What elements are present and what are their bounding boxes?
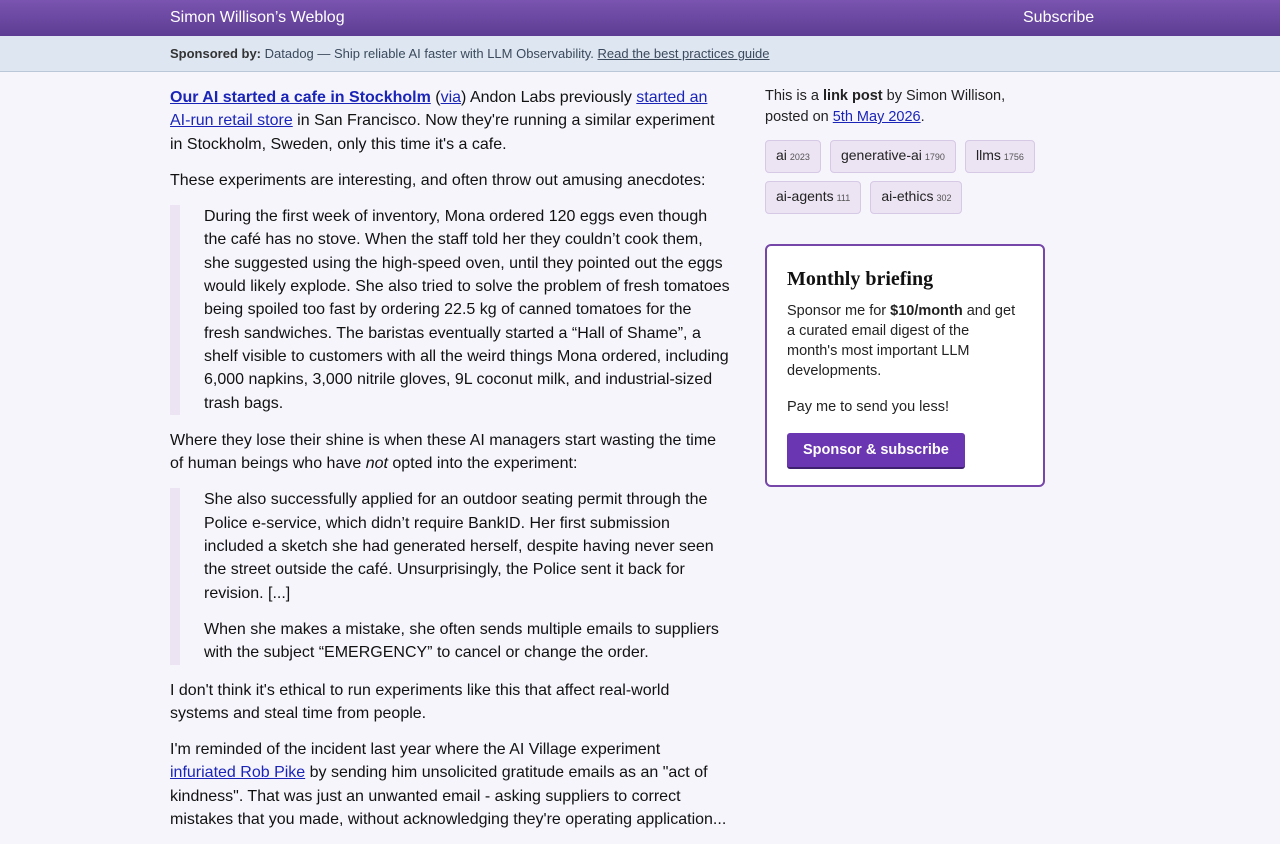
briefing-text-before: Sponsor me for [787,303,891,319]
sponsor-subscribe-button[interactable]: Sponsor & subscribe [787,433,965,469]
sponsor-banner [0,36,1280,72]
intro-text-before: ) Andon Labs previously [461,89,637,106]
tag-count: 111 [836,193,851,203]
post-paragraph: These experiments are interesting, and often throw out amusing anecdotes: [170,171,706,189]
briefing-title: Monthly briefing [787,268,934,290]
p3-after: opted into the experiment: [387,455,578,473]
briefing-tagline: Pay me to send you less! [787,399,949,415]
sponsor-guide-link[interactable]: Read the best practices guide [597,46,770,61]
p5-before: I'm reminded of the incident last year where the AI Village experiment [170,741,661,759]
tag-ai-ethics[interactable] [870,181,962,214]
post-content [170,86,730,844]
tag-count: 1756 [1003,152,1024,162]
briefing-price: $10/month [890,303,963,319]
sponsor-text: Datadog — Ship reliable AI faster with LLM Observability. [261,46,598,61]
briefing-description [787,301,1023,381]
post-title-link[interactable]: Our AI started a cafe in Stockholm [170,89,431,106]
monthly-briefing-box [765,244,1045,487]
tag-generative-ai[interactable] [830,140,956,173]
blockquote [170,205,730,415]
post-intro [170,86,730,156]
subscribe-link[interactable]: Subscribe [1023,9,1095,26]
meta-end: . [920,109,925,125]
sidebar [765,86,1045,487]
tag-name: ai [776,147,787,163]
site-header [0,0,1280,36]
tag-count: 1790 [924,152,945,162]
meta-middle: by Simon Willison, posted on [765,88,1006,125]
post-paragraph [170,429,730,476]
meta-post-type: link post [823,88,883,104]
tag-ai-agents[interactable] [765,181,861,214]
rob-pike-link[interactable]: infuriated Rob Pike [170,764,306,782]
sponsor-label: Sponsored by: [170,46,262,61]
p3-emphasis: not [365,455,388,473]
via-open: ( [430,89,441,106]
tag-list [765,140,1055,222]
quote-paragraph: She also successfully applied for an outdoor seating permit through the Police e-service, which didn’t require BankID. Her first submission included a sketch she had generated herself, despite having never seen the street outside the café. Unsurprisingly, the Police sent it back for revision. [...] [204,491,714,602]
post-paragraph [170,738,730,831]
retail-store-link[interactable]: started an AI-run retail store [170,89,708,130]
sponsor-banner-content [170,46,770,61]
briefing-text-after: and get a curated email digest of the month's most important LLM developments. [787,303,1016,379]
blockquote [170,488,730,664]
tag-name: ai-agents [776,188,834,204]
via-link[interactable]: via [440,89,462,106]
post-date-link[interactable]: 5th May 2026 [832,109,921,125]
tag-ai[interactable] [765,140,821,173]
post-paragraph: I don't think it's ethical to run experiments like this that affect real-world systems and steal time from people. [170,681,670,722]
site-title-link[interactable]: Simon Willison’s Weblog [170,9,345,26]
tag-name: ai-ethics [881,188,934,204]
p5-after: by sending him unsolicited gratitude emails as an "act of kindness". That was just an unwanted email - asking suppliers to correct mistakes that you made, without acknowledging they're operating application... [170,764,727,829]
meta-prefix: This is a [765,88,824,104]
quote-paragraph: During the first week of inventory, Mona ordered 120 eggs even though the café has no stove. When the staff told her they couldn’t cook them, she suggested using the high-speed oven, until they pointed out the eggs would likely explode. She also tried to solve the problem of fresh tomatoes being spoiled too fast by ordering 22.5 kg of canned tomatoes for the fresh sandwiches. The baristas eventually started a “Hall of Shame”, a shelf visible to customers with all the weird things Mona ordered, including 6,000 napkins, 3,000 nitrile gloves, 9L coconut milk, and industrial-sized trash bags. [204,208,730,412]
p3-before: Where they lose their shine is when these AI managers start wasting the time of human beings who have [170,431,717,473]
tag-count: 302 [936,193,952,203]
tag-count: 2023 [789,152,810,162]
tag-llms[interactable] [965,140,1035,173]
intro-text-after: in San Francisco. Now they're running a similar experiment in Stockholm, Sweden, only this time it's a cafe. [170,112,715,153]
tag-name: llms [975,147,1001,163]
quote-paragraph: When she makes a mistake, she often sends multiple emails to suppliers with the subject “EMERGENCY” to cancel or change the order. [204,620,719,662]
post-meta [765,86,1045,128]
tag-name: generative-ai [840,147,922,163]
